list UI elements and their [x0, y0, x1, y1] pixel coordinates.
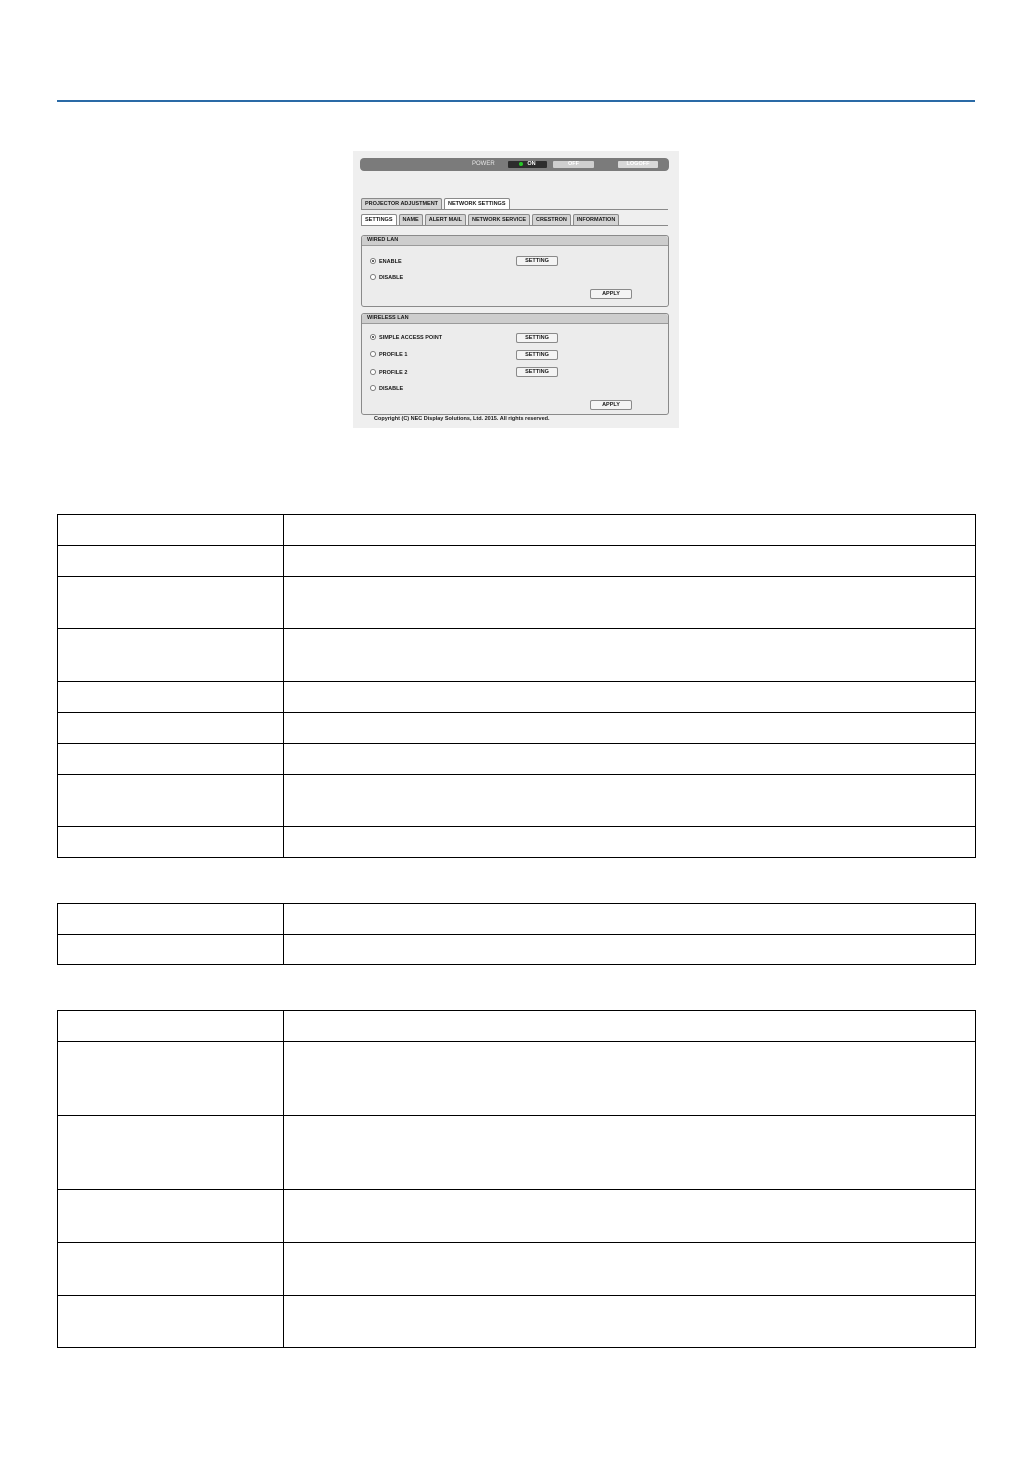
settings-table-1: [57, 514, 976, 858]
table-row: [58, 904, 976, 935]
table-row: [58, 682, 976, 713]
sub-tabs-divider: [361, 225, 668, 226]
power-off-button[interactable]: OFF: [553, 161, 594, 168]
tab-settings[interactable]: SETTINGS: [361, 214, 397, 225]
table-row: [58, 1116, 976, 1190]
wireless-lan-title: WIRELESS LAN: [362, 314, 668, 324]
wireless-simple-ap-label: SIMPLE ACCESS POINT: [379, 335, 443, 341]
wireless-profile2-setting-button[interactable]: SETTING: [516, 367, 558, 377]
wireless-profile1-setting-button[interactable]: SETTING: [516, 350, 558, 360]
sub-tabs: [361, 214, 621, 225]
logoff-button[interactable]: LOGOFF: [618, 161, 658, 168]
wired-disable-radio[interactable]: [370, 274, 376, 280]
table-row: [58, 1190, 976, 1243]
wireless-disable-radio[interactable]: [370, 385, 376, 391]
copyright-text: Copyright (C) NEC Display Solutions, Ltd. 2015. All rights reserved.: [374, 416, 550, 422]
wireless-profile2-option[interactable]: [370, 369, 407, 377]
wireless-profile1-option[interactable]: [370, 351, 407, 359]
settings-table-3: [57, 1010, 976, 1348]
wired-enable-label: ENABLE: [379, 259, 402, 265]
wireless-profile2-label: PROFILE 2: [379, 370, 408, 376]
wired-setting-button[interactable]: SETTING: [516, 256, 558, 266]
table-row: [58, 827, 976, 858]
tab-name[interactable]: NAME: [399, 214, 423, 225]
power-on-button[interactable]: [508, 161, 547, 168]
tab-network-service[interactable]: NETWORK SERVICE: [468, 214, 530, 225]
power-on-indicator-icon: [519, 162, 523, 166]
tab-crestron[interactable]: CRESTRON: [532, 214, 571, 225]
wired-enable-radio[interactable]: [370, 258, 376, 264]
wireless-simple-ap-radio[interactable]: [370, 334, 376, 340]
tab-network-settings[interactable]: NETWORK SETTINGS: [444, 198, 509, 209]
table-row: [58, 1296, 976, 1348]
wired-lan-title: WIRED LAN: [362, 236, 668, 246]
table-row: [58, 577, 976, 629]
table-row: [58, 775, 976, 827]
web-ui-screenshot: [353, 151, 679, 428]
tab-alert-mail[interactable]: ALERT MAIL: [425, 214, 466, 225]
wireless-disable-label: DISABLE: [379, 386, 404, 392]
table-row: [58, 546, 976, 577]
table-row: [58, 515, 976, 546]
main-tabs: [361, 198, 512, 209]
wired-disable-option[interactable]: [370, 274, 403, 282]
wireless-apply-button[interactable]: APPLY: [590, 400, 632, 410]
wireless-lan-group: [361, 313, 669, 415]
power-label: POWER: [472, 161, 495, 167]
wired-enable-option[interactable]: [370, 258, 402, 266]
wireless-profile1-label: PROFILE 1: [379, 352, 408, 358]
wireless-profile1-radio[interactable]: [370, 351, 376, 357]
tab-projector-adjustment[interactable]: PROJECTOR ADJUSTMENT: [361, 198, 442, 209]
table-row: [58, 744, 976, 775]
wireless-profile2-radio[interactable]: [370, 369, 376, 375]
wireless-simple-ap-option[interactable]: [370, 334, 442, 342]
wired-lan-group: [361, 235, 669, 307]
table-row: [58, 713, 976, 744]
table-row: [58, 1011, 976, 1042]
tab-information[interactable]: INFORMATION: [573, 214, 619, 225]
power-on-label: ON: [527, 161, 536, 167]
power-bar: [360, 158, 669, 171]
wireless-simple-ap-setting-button[interactable]: SETTING: [516, 333, 558, 343]
wired-apply-button[interactable]: APPLY: [590, 289, 632, 299]
table-row: [58, 935, 976, 965]
header-rule: [57, 100, 975, 102]
wireless-disable-option[interactable]: [370, 385, 403, 393]
main-tabs-divider: [361, 209, 668, 210]
settings-table-2: [57, 903, 976, 965]
wired-disable-label: DISABLE: [379, 275, 404, 281]
table-row: [58, 629, 976, 682]
table-row: [58, 1243, 976, 1296]
table-row: [58, 1042, 976, 1116]
